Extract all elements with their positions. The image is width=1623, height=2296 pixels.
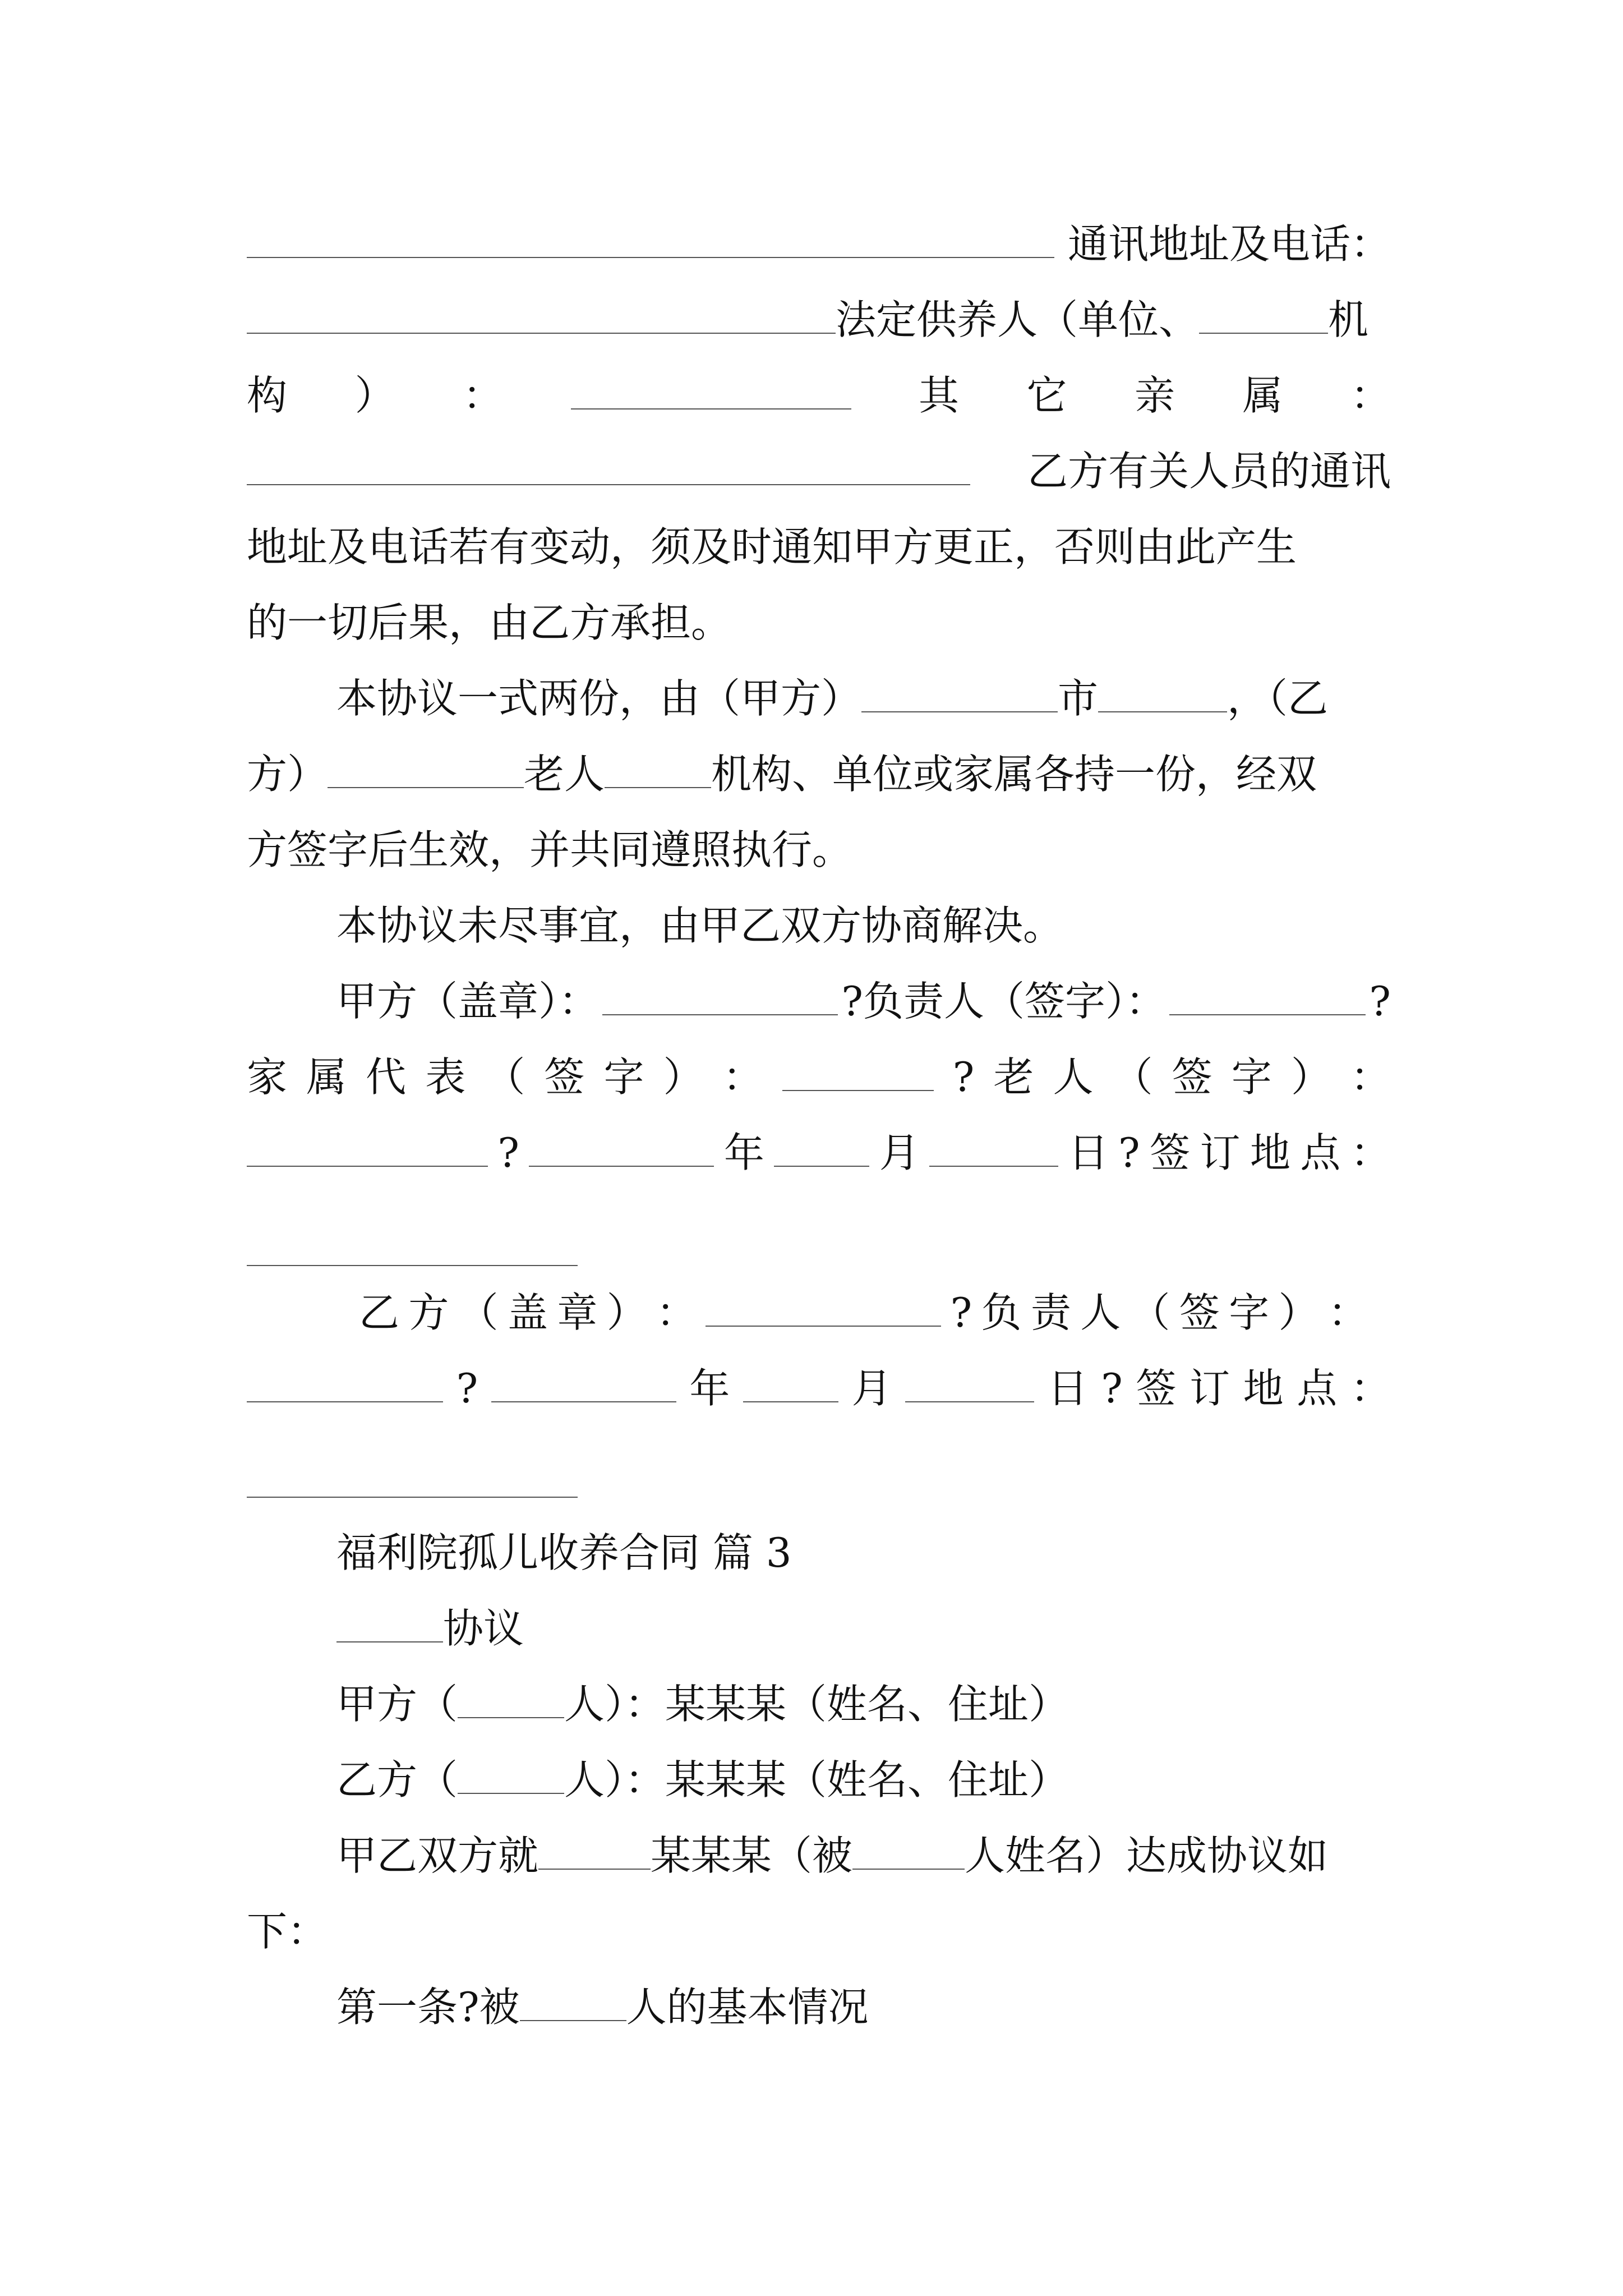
- blank-field: [929, 1131, 1058, 1167]
- text-char: ?: [1101, 1365, 1123, 1412]
- text-consequences: 的一切后果，由乙方承担。: [247, 599, 732, 646]
- text-char: （: [485, 1053, 525, 1101]
- blank-field: [1098, 677, 1227, 712]
- text-char: （: [458, 1289, 499, 1336]
- text-q: ?: [497, 1129, 520, 1176]
- blank-field: [774, 1131, 869, 1167]
- blank-field: [247, 1497, 578, 1498]
- line-other-relatives: [247, 367, 1391, 424]
- blank-field: [520, 1985, 626, 2021]
- blank-field: [852, 1834, 965, 1870]
- blank-field: [247, 1265, 578, 1266]
- text-char: ：: [1350, 1129, 1391, 1176]
- blank-field: [247, 222, 1054, 258]
- line-party-b: [336, 1752, 1391, 1808]
- blank-field: [782, 1055, 934, 1091]
- text-char: 章: [557, 1289, 598, 1336]
- text-year: 年: [689, 1365, 730, 1412]
- text-char: 签: [1179, 1289, 1220, 1336]
- text-char: 签: [1136, 1365, 1177, 1412]
- text-both-parties: 甲乙双方就: [336, 1832, 539, 1879]
- text-mou: 某某某（被: [651, 1832, 853, 1879]
- text-char: 点: [1297, 1365, 1338, 1412]
- line-copies: [336, 670, 1391, 726]
- line-agreement-title: [336, 1600, 1391, 1657]
- text-elder: 老人: [524, 751, 605, 798]
- text-char: 签: [1172, 1053, 1212, 1101]
- text-section-heading: 福利院孤儿收养合同 篇 3: [336, 1529, 792, 1576]
- text-char: 老: [993, 1053, 1034, 1101]
- text-char: ：: [656, 1289, 697, 1336]
- text-year: 年: [723, 1129, 764, 1176]
- text-char: 乙: [359, 1289, 400, 1336]
- text-party-b-contacts: 乙方有关人员的通讯: [1027, 448, 1391, 495]
- line-date-place-b: [247, 1360, 1391, 1416]
- section-heading: [336, 1525, 1391, 1581]
- line-date-place-a: [247, 1125, 1391, 1181]
- text-as-follows: 下：: [247, 1908, 328, 1955]
- blank-field: [538, 1834, 651, 1870]
- line-article-one: [336, 1979, 1391, 2035]
- text-char: （: [1129, 1289, 1170, 1336]
- text-agree: 人姓名）达成协议如: [965, 1832, 1329, 1879]
- text-char: ：: [722, 1053, 763, 1101]
- text-char: ）: [606, 1289, 647, 1336]
- blank-field: [861, 677, 1058, 712]
- paragraph-line: [247, 822, 1391, 878]
- line-party-a-sign: [336, 973, 1391, 1029]
- text-char: 日: [1068, 1129, 1109, 1176]
- text-party-b: 乙方（: [336, 1756, 458, 1803]
- text-char: ?: [952, 1053, 975, 1101]
- text-char: 字: [1231, 1053, 1272, 1101]
- line-contact-address: [247, 216, 1391, 272]
- text-char: 方: [408, 1289, 449, 1336]
- paragraph-line: [336, 898, 1391, 954]
- blank-field: [328, 752, 524, 788]
- text-char: 签: [544, 1053, 585, 1101]
- blank-field: [247, 449, 970, 485]
- text-q: ?: [1369, 978, 1391, 1025]
- text-char: ）: [354, 372, 395, 419]
- text-notify-change: 地址及电话若有变动，须及时通知甲方更正，否则由此产生: [247, 523, 1297, 570]
- text-char: 签: [1150, 1129, 1191, 1176]
- text-char: 人: [1080, 1289, 1121, 1336]
- text-char: 构: [247, 372, 288, 419]
- text-char: 责: [1030, 1289, 1071, 1336]
- paragraph-line: [247, 595, 1391, 651]
- text-char: ）: [1290, 1053, 1331, 1101]
- text-char: ）: [1278, 1289, 1319, 1336]
- line-agreement-intro: [336, 1828, 1391, 1884]
- text-ji: 机: [1328, 296, 1369, 343]
- text-char: 亲: [1134, 372, 1175, 419]
- text-char: 它: [1026, 372, 1067, 419]
- text-responsible-sign: ?负责人（签字）：: [841, 978, 1166, 1025]
- text-char: ：: [1350, 1365, 1391, 1412]
- line-party-b-contacts: [247, 443, 1391, 499]
- blank-field: [336, 1607, 443, 1642]
- text-char: 其: [918, 372, 959, 419]
- text-char: 点: [1300, 1129, 1341, 1176]
- text-party-b-info: 人）：某某某（姓名、住址）: [564, 1756, 1069, 1803]
- text-char: 人: [1053, 1053, 1094, 1101]
- text-month: 月: [851, 1365, 892, 1412]
- text-article-one: 第一条?被: [336, 1984, 520, 2031]
- text-char: ：: [1350, 1053, 1391, 1101]
- blank-field: [605, 752, 711, 788]
- text-holders: 机构、单位或家属各持一份，经双: [711, 751, 1317, 798]
- blank-field: [905, 1366, 1034, 1402]
- text-party-b-open: ，（乙: [1227, 675, 1329, 722]
- blank-field: [1169, 979, 1366, 1015]
- line-family-sign: [247, 1049, 1391, 1105]
- blank-field: [458, 1682, 564, 1718]
- text-char: 订: [1200, 1129, 1241, 1176]
- blank-field: [247, 1366, 443, 1402]
- blank-field: [529, 1131, 714, 1167]
- text-char: 家: [247, 1053, 288, 1101]
- text-char: ?: [950, 1289, 972, 1336]
- text-char: ?: [1118, 1129, 1140, 1176]
- text-char: ：: [463, 372, 504, 419]
- text-char: 订: [1189, 1365, 1230, 1412]
- blank-field: [602, 979, 838, 1015]
- blank-field: [458, 1758, 564, 1794]
- text-char: 表: [425, 1053, 466, 1101]
- text-char: ：: [1350, 372, 1391, 419]
- blank-field: [491, 1366, 676, 1402]
- paragraph-line: [247, 519, 1391, 575]
- text-char: 属: [1242, 372, 1283, 419]
- blank-field: [706, 1291, 941, 1327]
- text-char: （: [1112, 1053, 1153, 1101]
- line-legal-supporter: [247, 292, 1391, 348]
- text-char: 代: [366, 1053, 407, 1101]
- text-char: 地: [1249, 1129, 1290, 1176]
- text-char: ：: [1327, 1289, 1368, 1336]
- line-holders: [247, 746, 1391, 802]
- blank-field: [1199, 298, 1328, 334]
- text-char: 字: [603, 1053, 644, 1101]
- text-char: 盖: [507, 1289, 548, 1336]
- text-agreement: 协议: [443, 1605, 524, 1652]
- text-party-a-seal: 甲方（盖章）：: [336, 978, 600, 1025]
- text-city: 市: [1058, 675, 1099, 722]
- text-q: ?: [456, 1365, 478, 1412]
- text-copies: 本协议一式两份，由（甲方）: [336, 675, 862, 722]
- blank-field: [571, 374, 851, 409]
- blank-field: [247, 1131, 488, 1167]
- line-party-b-sign: [359, 1285, 1368, 1341]
- text-party-a: 甲方（: [336, 1681, 458, 1728]
- text-char: 负: [981, 1289, 1022, 1336]
- text-month: 月: [879, 1129, 920, 1176]
- blank-field: [247, 298, 836, 334]
- blank-field: [743, 1366, 838, 1402]
- text-char: 地: [1243, 1365, 1284, 1412]
- text-party-a-info: 人）：某某某（姓名、住址）: [564, 1681, 1069, 1728]
- line-party-a: [336, 1676, 1391, 1732]
- text-effective: 方签字后生效，并共同遵照执行。: [247, 826, 853, 873]
- text-char: ）: [663, 1053, 704, 1101]
- text-unresolved: 本协议未尽事宜，由甲乙双方协商解决。: [336, 902, 1064, 949]
- text-char: 属: [306, 1053, 347, 1101]
- text-fang: 方）: [247, 751, 328, 798]
- paragraph-line: [247, 1903, 1391, 1959]
- text-basic-info: 人的基本情况: [626, 1984, 869, 2031]
- text-legal-supporter: 法定供养人（单位、: [836, 296, 1200, 343]
- text-char: 日: [1047, 1365, 1088, 1412]
- text-char: 字: [1229, 1289, 1270, 1336]
- text-contact-address: 通讯地址及电话：: [1067, 220, 1391, 268]
